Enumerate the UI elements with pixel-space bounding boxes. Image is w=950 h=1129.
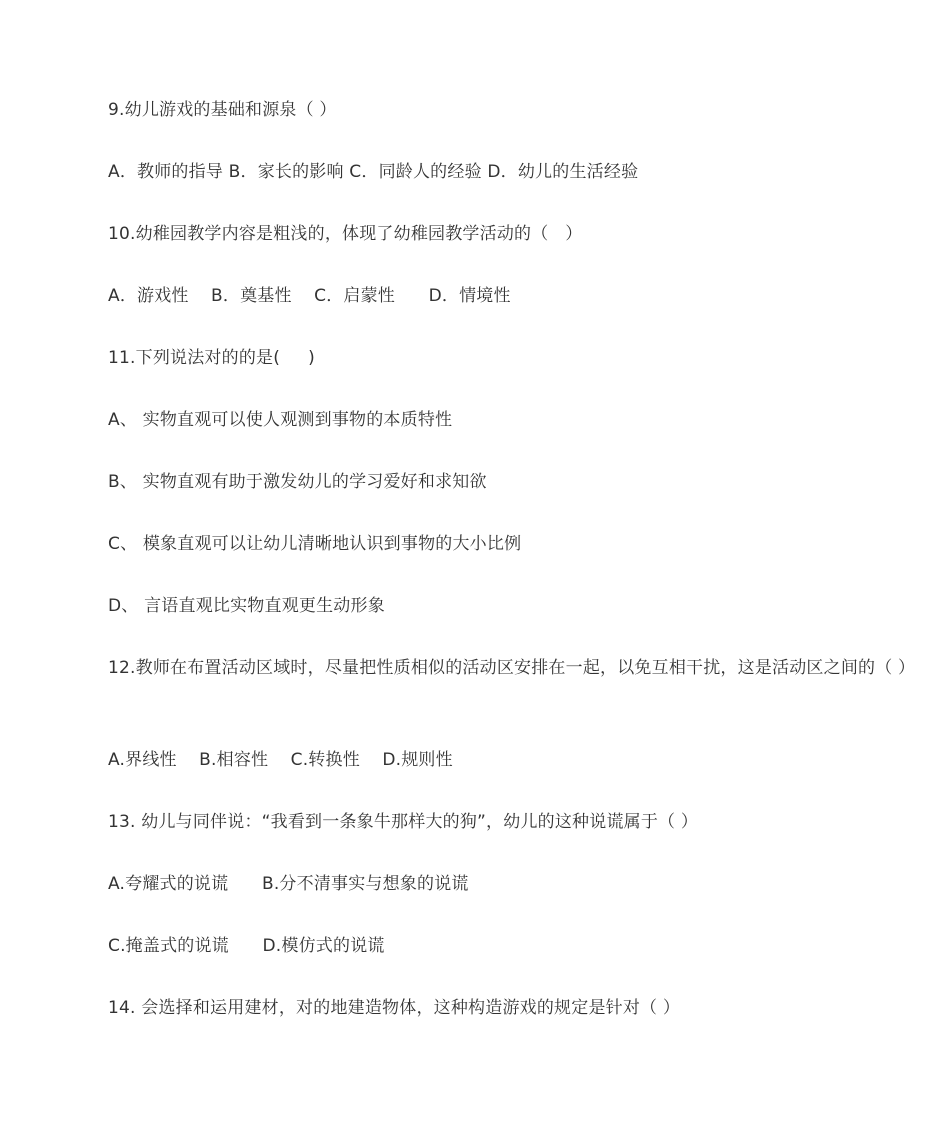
question-13-options-row-1: A.夸耀式的说谎 B.分不清事实与想象的说谎 — [108, 874, 469, 894]
question-13-options-row-2: C.掩盖式的说谎 D.模仿式的说谎 — [108, 936, 385, 956]
question-11-option-c: C、 模象直观可以让幼儿清晰地认识到事物的大小比例 — [108, 534, 522, 554]
question-12-options: A.界线性 B.相容性 C.转换性 D.规则性 — [108, 750, 453, 770]
question-14-stem: 14. 会选择和运用建材，对的地建造物体，这种构造游戏的规定是针对（ ） — [108, 998, 681, 1018]
question-10-options: A．游戏性 B．奠基性 C．启蒙性 D．情境性 — [108, 286, 511, 306]
question-9-options: A．教师的指导 B．家长的影响 C．同龄人的经验 D．幼儿的生活经验 — [108, 162, 639, 182]
question-10-stem: 10.幼稚园教学内容是粗浅的，体现了幼稚园教学活动的（ ） — [108, 224, 583, 244]
question-9-stem: 9.幼儿游戏的基础和源泉（ ） — [108, 100, 337, 120]
question-11-option-b: B、 实物直观有助于激发幼儿的学习爱好和求知欲 — [108, 472, 487, 492]
question-11-option-d: D、 言语直观比实物直观更生动形象 — [108, 596, 385, 616]
question-12-stem: 12.教师在布置活动区域时，尽量把性质相似的活动区安排在一起，以免互相干扰，这是活动区之间的（ ） — [108, 658, 916, 678]
question-11-stem: 11.下列说法对的的是( ) — [108, 348, 315, 368]
question-13-stem: 13. 幼儿与同伴说：“我看到一条象牛那样大的狗”，幼儿的这种说谎属于（ ） — [108, 812, 699, 832]
question-11-option-a: A、 实物直观可以使人观测到事物的本质特性 — [108, 410, 453, 430]
